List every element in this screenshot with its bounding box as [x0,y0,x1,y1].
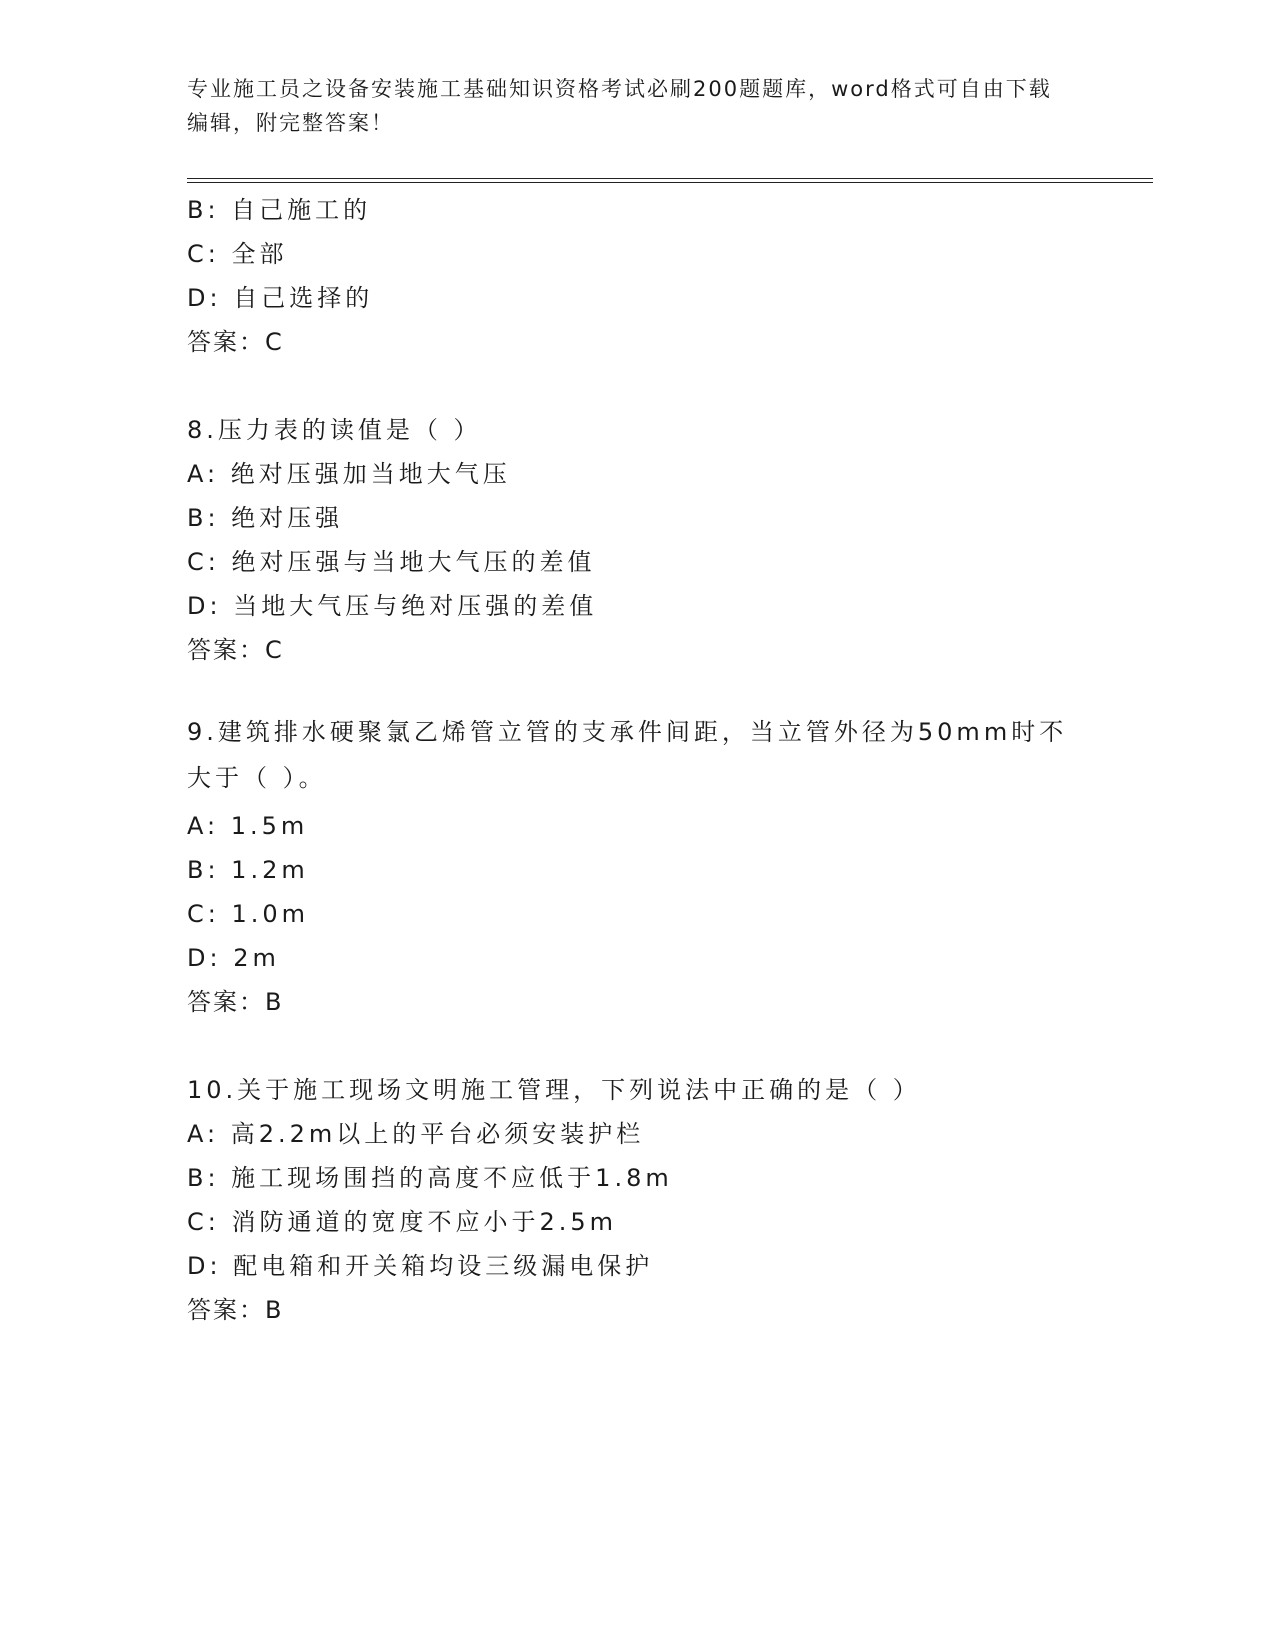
option-d: D: 2m [187,944,280,972]
option-b: B: 1.2m [187,856,309,884]
option-c: C: 消防通道的宽度不应小于2.5m [187,1208,618,1236]
answer-line: 答案：C [187,636,284,664]
question-stem: 8.压力表的读值是（ ） [187,416,482,444]
option-b: B: 自己施工的 [187,196,372,224]
question-stem: 10.关于施工现场文明施工管理，下列说法中正确的是（ ） [187,1076,921,1104]
option-d: D: 配电箱和开关箱均设三级漏电保护 [187,1252,654,1280]
option-a: A: 绝对压强加当地大气压 [187,460,511,488]
option-c: C: 1.0m [187,900,310,928]
document-header: 专业施工员之设备安装施工基础知识资格考试必刷200题题库，word格式可自由下载编辑，附完整答案！ [187,77,1052,135]
option-d: D: 自己选择的 [187,284,374,312]
option-a: A: 1.5m [187,812,309,840]
option-b: B: 施工现场围挡的高度不应低于1.8m [187,1164,673,1192]
answer-line: 答案：B [187,988,284,1016]
option-a: A: 高2.2m以上的平台必须安装护栏 [187,1120,645,1148]
option-c: C: 全部 [187,240,288,268]
option-c: C: 绝对压强与当地大气压的差值 [187,548,596,576]
question-stem: 9.建筑排水硬聚氯乙烯管立管的支承件间距，当立管外径为50mm时不大于（ ）。 [187,718,1068,792]
option-d: D: 当地大气压与绝对压强的差值 [187,592,598,620]
answer-line: 答案：C [187,328,284,356]
option-b: B: 绝对压强 [187,504,344,532]
answer-line: 答案：B [187,1296,284,1324]
header-divider [187,178,1153,183]
